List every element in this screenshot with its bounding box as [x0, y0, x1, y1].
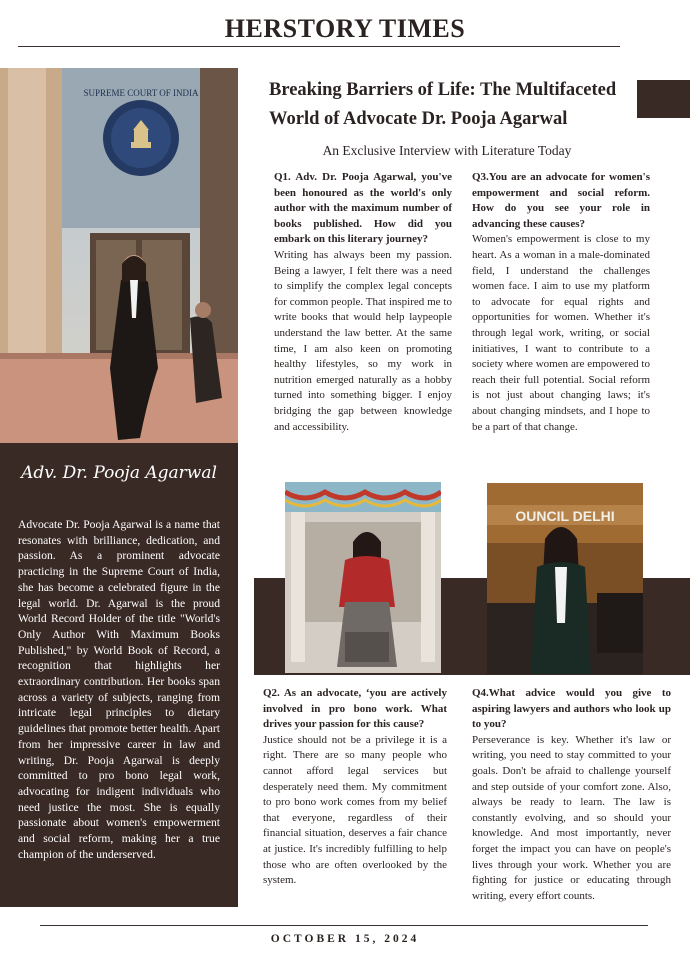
q3-question: Q3.You are an advocate for women's empowerment and social reform. How do you see your role in advancing these causes? — [472, 171, 650, 230]
signature: Adv. Dr. Pooja Agarwal — [21, 463, 217, 483]
interview-q1 — [274, 170, 452, 435]
interview-q3 — [472, 170, 650, 435]
interview-q4 — [472, 686, 671, 904]
masthead-rule — [18, 46, 620, 47]
masthead: HERSTORY TIMES — [224, 14, 466, 43]
q3-answer: Women's empowerment is close to my heart. As a woman in a male-dominated field, I understand the challenges women face. I aim to use my platform to advocate for equal rights and opportunities for women. Whether it's through legal work, writing, or social initiatives, I want to contribute to a society where women are empowered to reach their full potential. Social reform is not just about changing laws; it's about changing mindsets, and I hope to be a part of that change. — [472, 233, 650, 433]
q4-question: Q4.What advice would you give to aspiring lawyers and authors who look up to you? — [472, 687, 671, 731]
issue-date: OCTOBER 15, 2024 — [270, 933, 420, 945]
photo-sign-text: SUPREME COURT OF INDIA — [83, 88, 199, 98]
q1-question: Q1. Adv. Dr. Pooja Agarwal, you've been honoured as the world's only author with the maximum number of books published. How did you embark on this literary journey? — [274, 171, 452, 246]
portrait-court-photo — [0, 68, 238, 443]
bio-text: Advocate Dr. Pooja Agarwal is a name that resonates with brilliance, dedication, and passion. As a prominent advocate practicing in the Supreme Court of India, she has become a celebrated figure in the legal world. Dr. Agarwal is the proud World Record Holder of the title "World's Only Author With Maximum Books Published," by World Book of Record, a recognition that highlights her extraordinary contribution. Her books span across a variety of subjects, ranging from intricate legal principles to dietary guidelines that promote better health. Apart from her impressive career in law and writing, Dr. Pooja Agarwal is deeply committed to pro bono legal work, advocating for indigent individuals who need justice the most. She is equally passionate about women's empowerment and social reform, making her a true champion of the underserved. — [18, 518, 220, 861]
seated-portrait-photo — [285, 482, 441, 673]
subheadline: An Exclusive Interview with Literature Today — [322, 143, 572, 158]
q4-answer: Perseverance is key. Whether it's law or writing, you need to stay committed to your goals. Don't be afraid to challenge yourself and step outside of your comfort zone. Also, always be ready to learn. The law is constantly evolving, and so should your knowledge. And most importantly, never forget the impact you can have on people's lives through your work. Whether you are fighting for justice or educating through writing, every effort counts. — [472, 733, 671, 902]
headline: Breaking Barriers of Life: The Multifaceted World of Advocate Dr. Pooja Agarwal — [269, 80, 617, 129]
q2-question: Q2. As an advocate, ‘you are actively involved in pro bono work. What drives your passion for this cause? — [263, 687, 447, 731]
decorative-dark-block — [637, 80, 690, 118]
photo-building-sign: OUNCIL DELHI — [515, 508, 615, 524]
standing-portrait-photo — [487, 483, 643, 674]
q2-answer: Justice should not be a privilege it is a right. There are so many people who cannot afford legal services but desperately need them. My commitment to pro bono work comes from my belief that everyone, regardless of their financial situation, deserves a fair chance at justice. It's incredibly fulfilling to help those who are often overlooked by the system. — [263, 733, 447, 887]
interview-q2 — [263, 686, 447, 889]
footer-rule — [40, 925, 648, 926]
q1-answer: Writing has always been my passion. Being a lawyer, I felt there was a need to simplify the complex legal concepts for common people. That inspired me to write books that would help laypeople understand the law better. At the same time, I am also keen on promoting healthy lifestyles, so my work in nutrition emerged naturally as a hobby turned into something bigger. I enjoy bridging the gap between knowledge and accessibility. — [274, 248, 452, 433]
